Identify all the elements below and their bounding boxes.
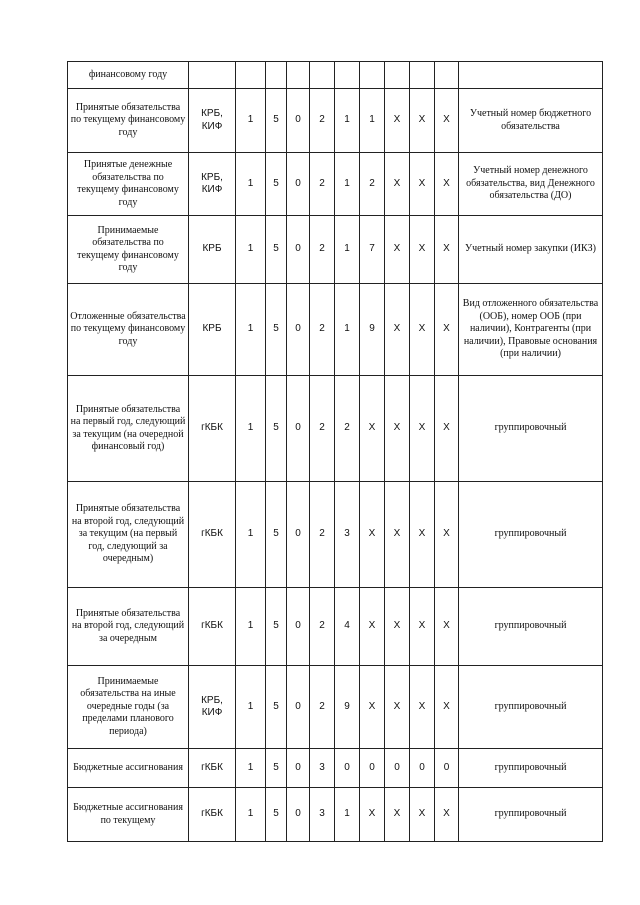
account-name-cell: финансовому году xyxy=(68,62,189,89)
analytics-source-cell: гКБК xyxy=(189,788,236,842)
table-row xyxy=(68,284,603,376)
account-code-digit-cell: 2 xyxy=(310,376,335,482)
analytics-source-cell: КРБ xyxy=(189,284,236,376)
account-code-digit-cell xyxy=(236,62,266,89)
analytic-attribute-cell: Вид отложенного обязательства (ООБ), номер ООБ (при наличии), Контрагенты (при наличии), Правовые основания (при наличии) xyxy=(459,284,603,376)
account-code-digit-cell: 1 xyxy=(335,89,360,153)
table-body xyxy=(68,62,603,842)
account-code-digit-cell: X xyxy=(410,588,435,666)
account-code-digit-cell: 1 xyxy=(236,666,266,749)
table-row xyxy=(68,89,603,153)
analytics-source-cell: КРБ, КИФ xyxy=(189,89,236,153)
account-name-cell: Отложенные обязательства по текущему финансовому году xyxy=(68,284,189,376)
account-code-digit-cell: X xyxy=(385,89,410,153)
account-code-digit-cell xyxy=(385,62,410,89)
table-row xyxy=(68,482,603,588)
account-code-digit-cell: 5 xyxy=(266,788,287,842)
analytic-attribute-cell: Учетный номер денежного обязательства, вид Денежного обязательства (ДО) xyxy=(459,153,603,216)
account-code-digit-cell xyxy=(310,62,335,89)
account-code-digit-cell: X xyxy=(435,89,459,153)
account-code-digit-cell: 2 xyxy=(310,666,335,749)
account-code-digit-cell xyxy=(287,62,310,89)
account-code-digit-cell: 5 xyxy=(266,588,287,666)
account-code-digit-cell: 0 xyxy=(335,749,360,788)
account-code-digit-cell: 0 xyxy=(287,788,310,842)
account-name-cell: Принятые обязательства на второй год, следующий за очередным xyxy=(68,588,189,666)
account-code-digit-cell: X xyxy=(410,666,435,749)
account-code-digit-cell: X xyxy=(385,284,410,376)
account-code-digit-cell: X xyxy=(360,788,385,842)
account-code-digit-cell: 7 xyxy=(360,216,385,284)
account-code-digit-cell: X xyxy=(435,216,459,284)
account-code-digit-cell: X xyxy=(435,376,459,482)
account-code-digit-cell: 3 xyxy=(335,482,360,588)
account-code-digit-cell: 2 xyxy=(310,482,335,588)
account-code-digit-cell: 1 xyxy=(236,216,266,284)
analytic-attribute-cell: группировочный xyxy=(459,666,603,749)
account-code-digit-cell: 1 xyxy=(335,153,360,216)
account-code-digit-cell: 0 xyxy=(287,284,310,376)
account-code-digit-cell xyxy=(266,62,287,89)
account-code-digit-cell: 5 xyxy=(266,376,287,482)
account-name-cell: Принятые обязательства на второй год, следующий за текущим (на первый год, следующий за очередным) xyxy=(68,482,189,588)
account-code-digit-cell: X xyxy=(435,284,459,376)
account-code-digit-cell: 0 xyxy=(385,749,410,788)
analytic-attribute-cell: группировочный xyxy=(459,788,603,842)
table-row xyxy=(68,153,603,216)
account-code-digit-cell: X xyxy=(410,216,435,284)
analytics-source-cell: КРБ, КИФ xyxy=(189,666,236,749)
account-name-cell: Бюджетные ассигнования xyxy=(68,749,189,788)
account-code-digit-cell: 1 xyxy=(335,284,360,376)
account-code-digit-cell: 5 xyxy=(266,482,287,588)
account-code-digit-cell: 1 xyxy=(335,216,360,284)
analytics-source-cell: гКБК xyxy=(189,376,236,482)
account-code-digit-cell: X xyxy=(360,482,385,588)
account-code-digit-cell: 5 xyxy=(266,89,287,153)
table-row xyxy=(68,788,603,842)
account-code-digit-cell: X xyxy=(410,482,435,588)
account-code-digit-cell: X xyxy=(385,216,410,284)
account-code-digit-cell: 2 xyxy=(335,376,360,482)
account-code-digit-cell: 0 xyxy=(287,153,310,216)
account-code-digit-cell: 2 xyxy=(310,284,335,376)
account-code-digit-cell xyxy=(435,62,459,89)
analytic-attribute-cell: группировочный xyxy=(459,482,603,588)
account-code-digit-cell: 1 xyxy=(236,89,266,153)
analytic-attribute-cell: группировочный xyxy=(459,376,603,482)
account-code-digit-cell: X xyxy=(410,89,435,153)
analytics-source-cell: КРБ xyxy=(189,216,236,284)
account-code-digit-cell: X xyxy=(385,482,410,588)
analytic-attribute-cell: Учетный номер закупки (ИКЗ) xyxy=(459,216,603,284)
table-row xyxy=(68,749,603,788)
analytic-attribute-cell: Учетный номер бюджетного обязательства xyxy=(459,89,603,153)
account-code-digit-cell: X xyxy=(435,666,459,749)
account-code-digit-cell: 9 xyxy=(360,284,385,376)
table-row xyxy=(68,216,603,284)
analytics-source-cell: гКБК xyxy=(189,749,236,788)
account-name-cell: Принятые денежные обязательства по текущему финансовому году xyxy=(68,153,189,216)
account-code-digit-cell: X xyxy=(360,666,385,749)
analytics-source-cell: гКБК xyxy=(189,588,236,666)
account-code-digit-cell: 1 xyxy=(236,482,266,588)
account-code-digit-cell: 2 xyxy=(310,153,335,216)
account-code-digit-cell: 0 xyxy=(287,749,310,788)
account-code-digit-cell: 0 xyxy=(287,588,310,666)
account-code-digit-cell: 1 xyxy=(236,284,266,376)
account-code-digit-cell: 0 xyxy=(287,89,310,153)
account-code-digit-cell: X xyxy=(410,376,435,482)
analytics-source-cell: гКБК xyxy=(189,482,236,588)
account-code-digit-cell: 1 xyxy=(236,153,266,216)
account-code-digit-cell: 1 xyxy=(236,588,266,666)
account-code-digit-cell: X xyxy=(410,788,435,842)
account-code-digit-cell: X xyxy=(435,153,459,216)
account-code-digit-cell: X xyxy=(360,588,385,666)
analytic-attribute-cell xyxy=(459,62,603,89)
account-code-digit-cell: 0 xyxy=(410,749,435,788)
account-code-digit-cell xyxy=(410,62,435,89)
account-code-digit-cell: 5 xyxy=(266,216,287,284)
account-code-digit-cell: 1 xyxy=(236,749,266,788)
account-code-digit-cell: 2 xyxy=(310,588,335,666)
account-code-digit-cell: 4 xyxy=(335,588,360,666)
account-code-digit-cell: 5 xyxy=(266,284,287,376)
account-code-digit-cell: 0 xyxy=(435,749,459,788)
account-code-digit-cell: 1 xyxy=(236,788,266,842)
account-code-digit-cell: 1 xyxy=(360,89,385,153)
account-code-digit-cell: X xyxy=(435,588,459,666)
account-code-digit-cell: X xyxy=(385,588,410,666)
account-code-digit-cell: X xyxy=(385,788,410,842)
table-row xyxy=(68,376,603,482)
account-code-digit-cell: X xyxy=(435,788,459,842)
analytics-source-cell xyxy=(189,62,236,89)
account-code-digit-cell: 2 xyxy=(310,216,335,284)
account-code-digit-cell: 0 xyxy=(287,666,310,749)
account-code-digit-cell: 9 xyxy=(335,666,360,749)
account-code-digit-cell: 3 xyxy=(310,788,335,842)
account-code-digit-cell: 2 xyxy=(310,89,335,153)
account-code-digit-cell: X xyxy=(385,153,410,216)
account-code-digit-cell: 0 xyxy=(360,749,385,788)
account-name-cell: Принятые обязательства на первый год, следующий за текущим (на очередной финансовый год) xyxy=(68,376,189,482)
account-name-cell: Принимаемые обязательства по текущему финансовому году xyxy=(68,216,189,284)
account-code-digit-cell: X xyxy=(385,666,410,749)
account-code-digit-cell: X xyxy=(410,153,435,216)
analytics-source-cell: КРБ, КИФ xyxy=(189,153,236,216)
account-code-digit-cell: 5 xyxy=(266,749,287,788)
account-code-digit-cell xyxy=(360,62,385,89)
account-code-digit-cell: 1 xyxy=(236,376,266,482)
account-code-digit-cell: 0 xyxy=(287,482,310,588)
account-code-digit-cell: 0 xyxy=(287,216,310,284)
table-row xyxy=(68,62,603,89)
account-name-cell: Принимаемые обязательства на иные очередные годы (за пределами планового периода) xyxy=(68,666,189,749)
account-code-digit-cell: X xyxy=(410,284,435,376)
account-code-digit-cell: 5 xyxy=(266,666,287,749)
account-code-digit-cell: 5 xyxy=(266,153,287,216)
account-code-digit-cell xyxy=(335,62,360,89)
analytic-attribute-cell: группировочный xyxy=(459,749,603,788)
account-code-digit-cell: X xyxy=(360,376,385,482)
account-codes-table xyxy=(67,61,603,842)
account-code-digit-cell: 3 xyxy=(310,749,335,788)
account-code-digit-cell: 0 xyxy=(287,376,310,482)
account-name-cell: Бюджетные ассигнования по текущему xyxy=(68,788,189,842)
account-code-digit-cell: X xyxy=(385,376,410,482)
analytic-attribute-cell: группировочный xyxy=(459,588,603,666)
account-code-digit-cell: X xyxy=(435,482,459,588)
account-code-digit-cell: 2 xyxy=(360,153,385,216)
table-row xyxy=(68,588,603,666)
account-name-cell: Принятые обязательства по текущему финансовому году xyxy=(68,89,189,153)
table-row xyxy=(68,666,603,749)
account-code-digit-cell: 1 xyxy=(335,788,360,842)
